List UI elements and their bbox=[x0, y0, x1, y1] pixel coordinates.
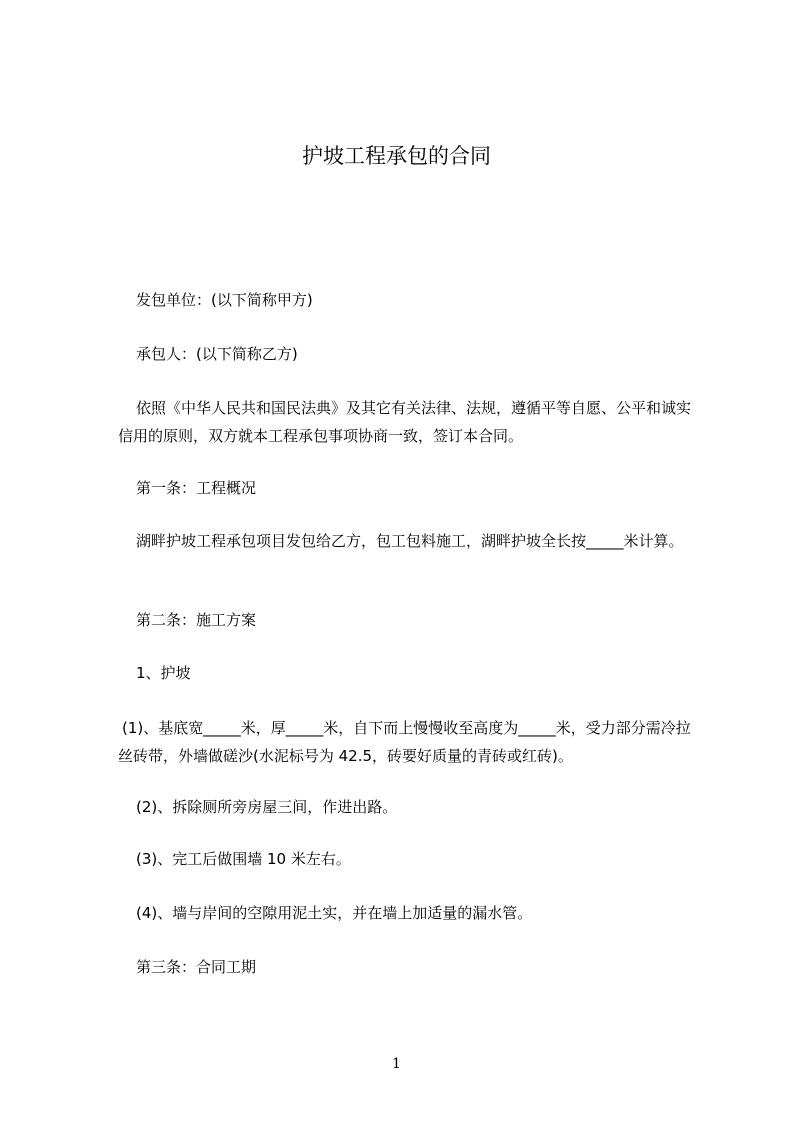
item-2-paragraph: (2)、拆除厕所旁房屋三间，作进出路。 bbox=[136, 798, 398, 816]
project-overview-paragraph: 湖畔护坡工程承包项目发包给乙方，包工包料施工，湖畔护坡全长按_____米计算。 bbox=[136, 532, 684, 550]
item-1-paragraph: (1)、基底宽_____米，厚_____米，自下而上慢慢收至高度为_____米，受力部分需冷拉丝砖带，外墙做磋沙(水泥标号为 42.5，砖要好质量的青砖或红砖)。 bbox=[118, 719, 691, 765]
page-number: 1 bbox=[392, 1056, 401, 1072]
article-1-heading: 第一条：工程概况 bbox=[136, 479, 257, 497]
preamble-paragraph: 依照《中华人民共和国民法典》及其它有关法律、法规，遵循平等自愿、公平和诚实信用的原则，双方就本工程承包事项协商一致，签订本合同。 bbox=[118, 399, 692, 445]
document-title: 护坡工程承包的合同 bbox=[302, 144, 491, 168]
item-3-paragraph: (3)、完工后做围墙 10 米左右。 bbox=[136, 850, 351, 868]
party-a-line: 发包单位：(以下简称甲方) bbox=[136, 291, 313, 309]
article-2-heading: 第二条：施工方案 bbox=[136, 611, 257, 629]
item-4-paragraph: (4)、墙与岸间的空隙用泥土实，并在墙上加适量的漏水管。 bbox=[136, 904, 533, 922]
party-b-line: 承包人：(以下简称乙方) bbox=[136, 345, 298, 363]
section-1-heading: 1、护坡 bbox=[136, 664, 191, 682]
article-3-heading: 第三条：合同工期 bbox=[136, 958, 257, 976]
